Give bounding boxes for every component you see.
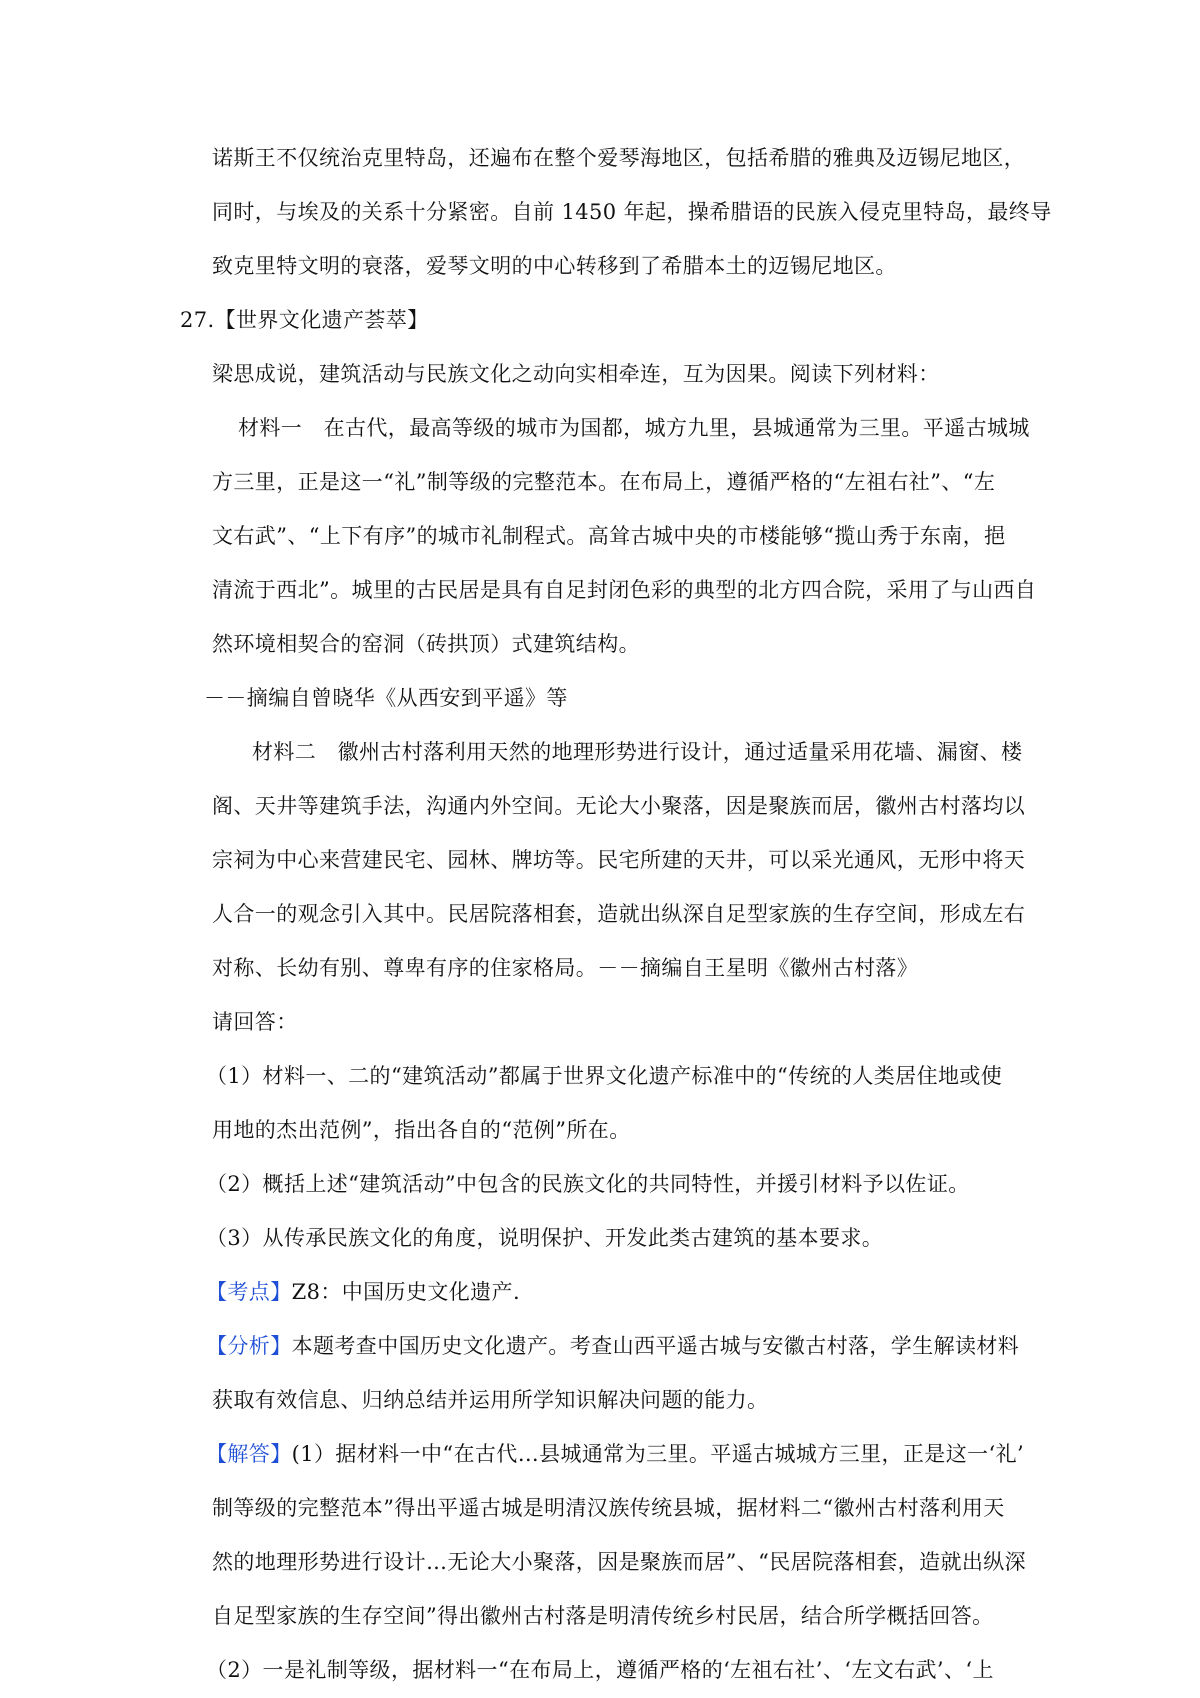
material2-line-2: 阁、天井等建筑手法，沟通内外空间。无论大小聚落，因是聚族而居，徽州古村落均以 <box>212 794 1026 818</box>
material2-line-1: 材料二 徽州古村落利用天然的地理形势进行设计，通过适量采用花墙、漏窗、楼 <box>252 740 1023 764</box>
intro-line-3: 致克里特文明的衰落，爱琴文明的中心转移到了希腊本土的迈锡尼地区。 <box>212 254 897 278</box>
jieda-part2-line-1: （2）一是礼制等级，据材料一“在布局上，遵循严格的‘左祖右社’、‘左文右武’、‘上 <box>206 1658 994 1682</box>
material1-line-5: 然环境相契合的窑洞（砖拱顶）式建筑结构。 <box>212 632 640 656</box>
intro-line-2: 同时，与埃及的关系十分紧密。自前 1450 年起，操希腊语的民族入侵克里特岛，最终导 <box>212 200 1052 224</box>
jieda-line-3: 然的地理形势进行设计…无论大小聚落，因是聚族而居”、“民居院落相套，造就出纵深 <box>212 1550 1027 1574</box>
question-ask: 请回答： <box>212 1010 298 1034</box>
question-prompt: 梁思成说，建筑活动与民族文化之动向实相牵连，互为因果。阅读下列材料： <box>212 362 940 386</box>
sub-question-1-line-2: 用地的杰出范例”，指出各自的“范例”所在。 <box>212 1118 631 1142</box>
sub-question-1-line-1: （1）材料一、二的“建筑活动”都属于世界文化遗产标准中的“传统的人类居住地或使 <box>206 1064 1003 1088</box>
material1-source: －－摘编自曾晓华《从西安到平遥》等 <box>204 686 568 710</box>
sub-question-2: （2）概括上述“建筑活动”中包含的民族文化的共同特性，并援引材料予以佐证。 <box>206 1172 970 1196</box>
kaodian-line <box>206 1277 520 1307</box>
material2-line-5: 对称、长幼有别、尊卑有序的住家格局。－－摘编自王星明《徽州古村落》 <box>212 956 919 980</box>
fenxi-line-1 <box>206 1331 1019 1361</box>
kaodian-tag: 【考点】 <box>206 1280 292 1304</box>
fenxi-text: 本题考查中国历史文化遗产。考查山西平遥古城与安徽古村落，学生解读材料 <box>291 1334 1020 1358</box>
jieda-tag: 【解答】 <box>206 1442 292 1466</box>
question-number: 27. <box>180 308 215 332</box>
question-heading-line <box>180 305 429 335</box>
material1-line-1: 材料一 在古代，最高等级的城市为国都，城方九里，县城通常为三里。平遥古城城 <box>238 416 1030 440</box>
jieda-line-4: 自足型家族的生存空间”得出徽州古村落是明清传统乡村民居，结合所学概括回答。 <box>212 1604 994 1628</box>
material1-line-2: 方三里，正是这一“礼”制等级的完整范本。在布局上，遵循严格的“左祖右社”、“左 <box>212 470 996 494</box>
fenxi-tag: 【分析】 <box>206 1334 292 1358</box>
material2-line-3: 宗祠为中心来营建民宅、园林、牌坊等。民宅所建的天井，可以采光通风，无形中将天 <box>212 848 1026 872</box>
intro-line-1: 诺斯王不仅统治克里特岛，还遍布在整个爱琴海地区，包括希腊的雅典及迈锡尼地区， <box>212 146 1026 170</box>
material1-line-4: 清流于西北”。城里的古民居是具有自足封闭色彩的典型的北方四合院，采用了与山西自 <box>212 578 1037 602</box>
material2-line-4: 人合一的观念引入其中。民居院落相套，造就出纵深自足型家族的生存空间，形成左右 <box>212 902 1026 926</box>
sub-question-3: （3）从传承民族文化的角度，说明保护、开发此类古建筑的基本要求。 <box>206 1226 884 1250</box>
jieda-text: (1）据材料一中“在古代…县城通常为三里。平遥古城城方三里，正是这一‘礼’ <box>291 1442 1025 1466</box>
jieda-line-2: 制等级的完整范本”得出平遥古城是明清汉族传统县城，据材料二“徽州古村落利用天 <box>212 1496 1005 1520</box>
question-heading: 【世界文化遗产荟萃】 <box>214 308 429 332</box>
fenxi-line-2: 获取有效信息、归纳总结并运用所学知识解决问题的能力。 <box>212 1388 769 1412</box>
kaodian-text: Z8：中国历史文化遗产. <box>291 1280 521 1304</box>
jieda-line-1 <box>206 1439 1024 1469</box>
material1-line-3: 文右武”、“上下有序”的城市礼制程式。高耸古城中央的市楼能够“揽山秀于东南，挹 <box>212 524 1006 548</box>
